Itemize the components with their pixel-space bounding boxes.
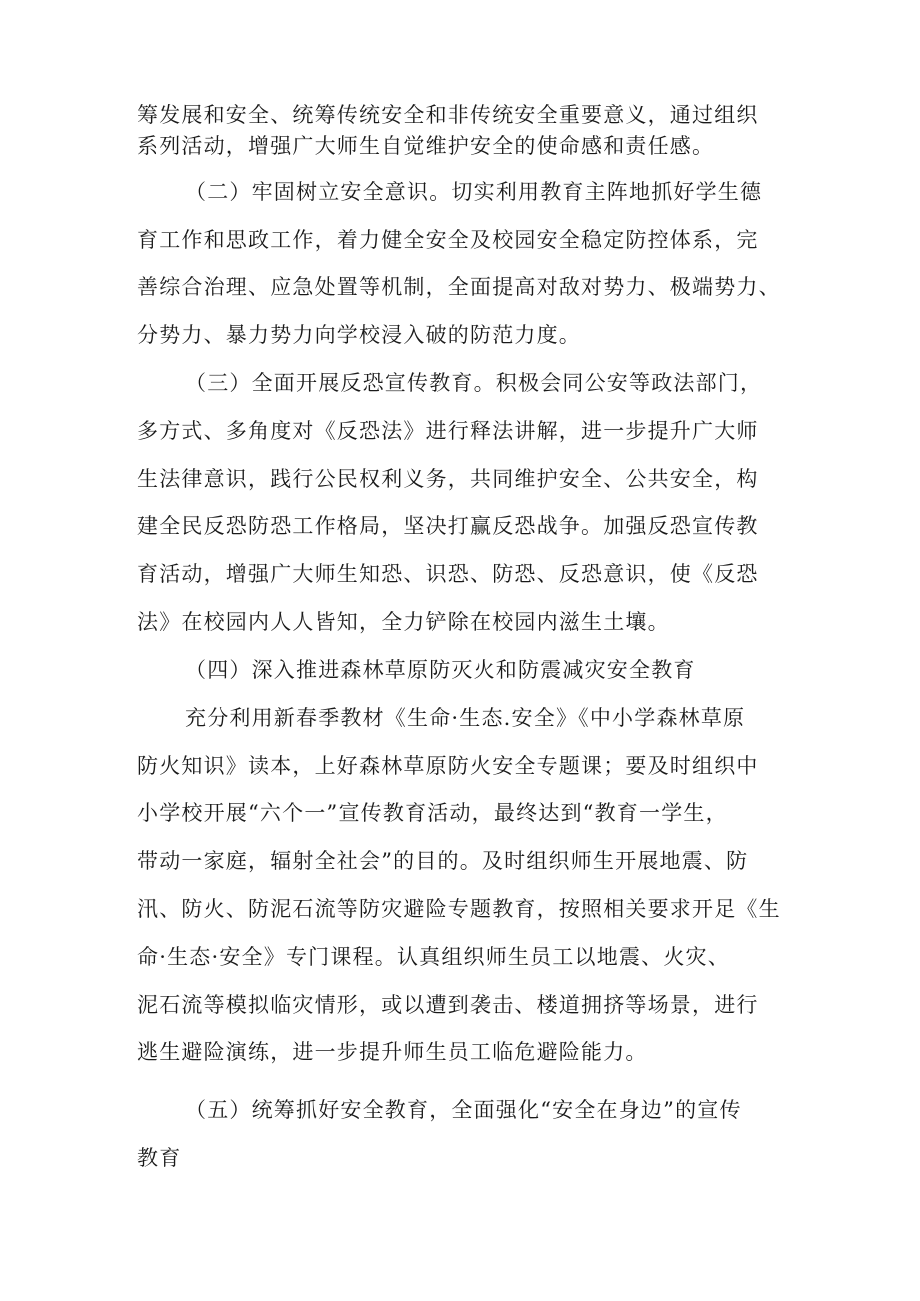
text-line: 生法律意识，践行公民权利义务，共同维护安全、公共安全，构 — [137, 467, 759, 491]
text-line: 分势力、暴力势力向学校浸入破的防范力度。 — [137, 323, 581, 347]
text-line: 筹发展和安全、统筹传统安全和非传统安全重要意义，通过组织 — [137, 103, 759, 127]
text-line: 建全民反恐防恐工作格局，坚决打赢反恐战争。加强反恐宣传教 — [137, 514, 759, 538]
text-line: 小学校开展“六个一”宣传教育活动，最终达到“教育一学生， — [137, 801, 728, 825]
paragraph-heading: （三）全面开展反恐宣传教育。积极会同公安等政法部门， — [185, 371, 763, 395]
paragraph-heading: （二）牢固树立安全意识。切实利用教育主阵地抓好学生德 — [185, 180, 763, 204]
text-line: 汛、防火、防泥石流等防灾避险专题教育，按照相关要求开足《生 — [137, 897, 781, 921]
text-line: 带动一家庭，辐射全社会”的目的。及时组织师生开展地震、防 — [137, 849, 749, 873]
text-line: 防火知识》读本，上好森林草原防火安全专题课；要及时组织中 — [137, 754, 759, 778]
text-line: 教育 — [137, 1146, 182, 1170]
text-line: 法》在校园内人人皆知，全力铲除在校园内滋生土壤。 — [137, 610, 670, 634]
text-line: 泥石流等模拟临灾情形，或以遭到袭击、楼道拥挤等场景，进行 — [137, 993, 759, 1017]
text-line: 充分利用新春季教材《生命·生态.安全》《中小学森林草原 — [185, 706, 746, 730]
text-line: 善综合治理、应急处置等机制，全面提高对敌对势力、极端势力、 — [137, 275, 781, 299]
section-heading: （四）深入推进森林草原防灭火和防震减灾安全教育 — [185, 658, 696, 682]
text-line: 育活动，增强广大师生知恐、识恐、防恐、反恐意识，使《反恐 — [137, 562, 759, 586]
text-line: 命·生态·安全》专门课程。认真组织师生员工以地震、火灾、 — [137, 945, 730, 969]
text-line: 多方式、多角度对《反恐法》进行释法讲解，进一步提升广大师 — [137, 419, 759, 443]
section-heading: （五）统筹抓好安全教育，全面强化“安全在身边”的宣传 — [185, 1098, 742, 1122]
text-line: 育工作和思政工作，着力健全安全及校园安全稳定防控体系，完 — [137, 228, 759, 252]
text-line: 逃生避险演练，进一步提升师生员工临危避险能力。 — [137, 1040, 648, 1064]
text-line: 系列活动，增强广大师生自觉维护安全的使命感和责任感。 — [137, 134, 715, 158]
